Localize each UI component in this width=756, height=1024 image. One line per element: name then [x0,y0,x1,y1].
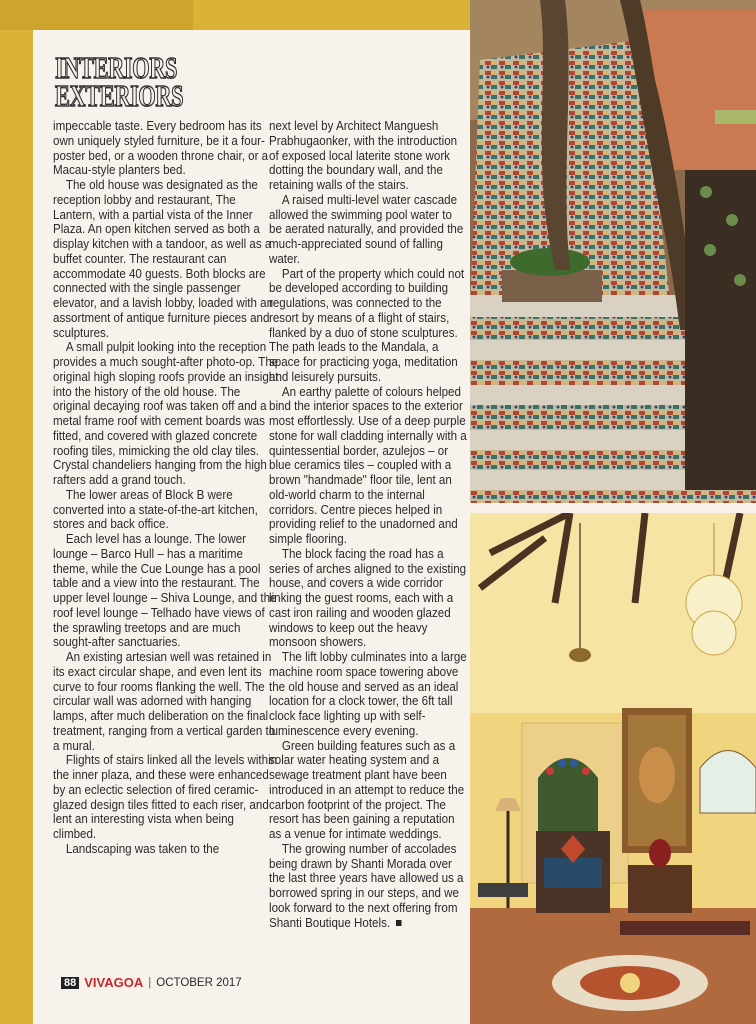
paragraph: A small pulpit looking into the reception provides a much sought-after photo-op. The original high sloping roofs provide an insight into the history of the old house. The original decaying roof was taken off and a metal frame roof with cement boards was fitted, and covered with glazed concrete roofing tiles, mimicking the old clay tiles. Crystal chandeliers hanging from the high rafters add a grand touch. [53,340,279,487]
paragraph-last: The growing number of accolades being drawn by Shanti Morada over the last three years have allowed us a borrowed spring in our steps, and we look forward to the next offering from Shanti Boutique Hotels. [269,841,464,930]
paragraph: Each level has a lounge. The lower lounge – Barco Hull – has a maritime theme, while the Cue Lounge has a pool table and a view into the restaurant. The upper level lounge – Shiva Lounge, and the roof level lounge – Telhado have views of the sprawling treetops and are much sought-after sanctuaries. [53,532,277,650]
footer-divider: | [148,976,152,989]
paragraph: An existing artesian well was retained in its exact circular shape, and even lent its curve to four rooms flanking the well. The circular wall was adorned with hanging lamps, after much deliberation on the final treatment, ranging from a vertical garden to a mural. [53,650,276,753]
gold-margin-strip [0,0,193,30]
paragraph: A raised multi-level water cascade allowed the swimming pool water to be aerated naturally, and provided the much-appreciated sound of falling water. [269,192,464,266]
page-footer [61,975,242,990]
paragraph: The lift lobby culminates into a large machine room space towering above the old house and served as an ideal location for a clock tower, the 6ft tall clock face lighting up with self-luminescence every evening. [269,650,467,738]
paragraph: Part of the property which could not be developed according to building regulations, was connected to the resort by means of a flight of stairs, flanked by a duo of stone sculptures. The path leads to the Mandala, a space for practicing yoga, meditation and leisurely pursuits. [269,266,465,384]
paragraph: The lower areas of Block B were converted into a state-of-the-art kitchen, stores and back office. [53,487,258,532]
issue-date: OCTOBER 2017 [156,976,242,989]
magazine-brand: VIVAGOA [84,975,144,990]
paragraph: Flights of stairs linked all the levels within the inner plaza, and these were enhanced by an eclectic selection of fired ceramic-glazed design tiles fitted to each riser, and lent an interesting vista when being climbed. [53,753,278,841]
paragraph: An earthy palette of colours helped bind the interior spaces to the exterior most effortlessly. Use of a deep purple stone for wall cladding internally with a quintessential border, azulejos – or blue ceramics tiles – coupled with a brown "handmade" floor tile, lent an old-world charm to the internal corridors. Centre pieces helped in providing relief to the unadorned and simple flooring. [269,384,467,546]
photo-lobby-interior [470,513,756,1024]
article-column-2 [269,119,469,930]
end-of-article-mark [396,920,402,926]
paragraph: impeccable taste. Every bedroom has its own uniquely styled furniture, be it a four-poster bed, or a wooden throne chair, or a Macau-style planters bed. [53,119,269,178]
section-title: INTERIORS EXTERIORS [55,50,184,113]
paragraph: Landscaping was taken to the [65,841,220,856]
article-column-1 [53,119,281,857]
paragraph: The block facing the road has a series of arches aligned to the existing house, and covers a wide corridor linking the guest rooms, each with a cast iron railing and wooden glazed windows to keep out the heavy monsoon showers. [269,546,467,650]
photo-tiled-stairs-with-tree [470,0,756,503]
paragraph: Green building features such as a solar water heating system and a sewage treatment plant have been introduced in an attempt to reduce the carbon footprint of the project. The resort has been gaining a reputation as a venue for intimate weddings. [269,738,465,841]
paragraph: The old house was designated as the reception lobby and restaurant, The Lantern, with a partial vista of the Inner Plaza. An open kitchen served as both a display kitchen with a tandoor, as well as a buffet counter. The restaurant can accommodate 40 guests. Both blocks are connected with the single passenger elevator, and a lavish lobby, loaded with an assortment of antique furniture pieces and sculptures. [53,178,274,340]
page-number: 88 [61,977,79,989]
paragraph: next level by Architect Manguesh Prabhugaonker, with the introduction of exposed local laterite stone work dotting the boundary wall, and the retaining walls of the stairs. [269,119,458,192]
